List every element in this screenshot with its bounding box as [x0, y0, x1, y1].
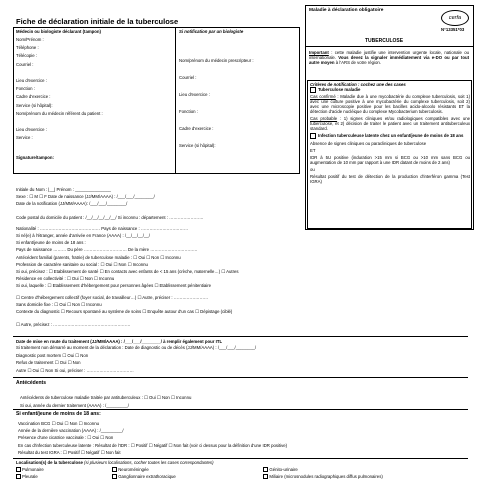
- declarant-divider: [175, 27, 176, 174]
- important-lead: Important: [309, 50, 329, 55]
- diag-line[interactable]: Diagnostic post mortem ☐ Oui ☐ Non: [16, 352, 89, 358]
- signature-label: Signature/tampon:: [16, 155, 54, 160]
- pulmonaire-option[interactable]: [16, 467, 111, 472]
- ganglionnaire-option[interactable]: [112, 474, 262, 479]
- bio-fonction-field[interactable]: Fonction :: [179, 109, 198, 114]
- cadre-exercice-field[interactable]: Cadre d'exercice :: [16, 94, 51, 100]
- miliaire-option[interactable]: [263, 474, 382, 479]
- bio-lieu-exercice-field[interactable]: Lieu d'exercice :: [179, 92, 210, 97]
- infection-latente-option[interactable]: [310, 133, 470, 139]
- patient-line[interactable]: Si oui, laquelle : ☐ Etablissement d'hébergement pour personnes âgées ☐ Etablissement pénitentiaire: [16, 283, 212, 289]
- genito-urinaire-label: Génito-urinaire: [269, 467, 298, 472]
- notification-divider: [305, 46, 474, 47]
- courriel-field[interactable]: Courriel :: [16, 61, 34, 67]
- patient-line[interactable]: Si né(e) à l'étranger, année d'arrivée en France (AAAA) : /__/__/__/__/: [16, 233, 150, 239]
- patient-line[interactable]: Profession de caractère sanitaire ou social : ☐ Oui ☐ Non ☐ Inconnu: [16, 261, 148, 267]
- pleurale-checkbox[interactable]: [16, 474, 21, 479]
- cerfa-logo: cerfa: [441, 10, 469, 26]
- prescripteur-field[interactable]: Nom/prénom du médecin prescripteur :: [179, 58, 254, 63]
- enfant-section: [18, 420, 287, 456]
- cerfa-number: N°13351*03: [441, 27, 465, 32]
- section-divider: [13, 458, 468, 459]
- diag-line[interactable]: Autre ☐ Oui ☐ Non Si oui, préciser : ……………………………: [16, 367, 134, 373]
- patient-section: [16, 186, 239, 328]
- neuromeningee-option[interactable]: [112, 467, 262, 472]
- criteres-heading: Critères de notification : cochez une des cases: [310, 82, 406, 87]
- miliaire-label: Miliaire (microsnodules radiographiques diffus pulmonaires): [269, 474, 383, 479]
- localisation-row: [16, 467, 298, 472]
- patient-line[interactable]: Antécédent familial (parents, fratrie) de tuberculose maladie : ☐ Oui ☐ Non ☐ Inconnu: [16, 254, 181, 260]
- tuberculose-maladie-label: Tuberculose maladie: [318, 87, 361, 93]
- patient-line[interactable]: Code postal du domicile du patient : /__/__/__/__/__/ Si inconnu : département : ……………………: [16, 214, 204, 220]
- patient-line[interactable]: Contexte du diagnostic ☐ Recours spontané au système de soins ☐ Enquête autour d'un cas ☐ Dépistage (ciblé): [16, 309, 233, 315]
- miliaire-checkbox[interactable]: [263, 474, 268, 479]
- important-notice: [309, 50, 469, 65]
- patient-line[interactable]: Nationalité : …………………………………… Pays de naissance : ……………………………: [16, 225, 189, 231]
- infection-latente-checkbox[interactable]: [310, 133, 316, 139]
- genito-urinaire-checkbox[interactable]: [263, 467, 268, 472]
- igra-criterion: Résultat positif du test de détection de la production d'interféron gamma (Test IGRA): [310, 174, 470, 184]
- infection-latente-label: Infection tuberculeuse latente chez un enfant/jeune de moins de 18 ans: [318, 133, 464, 139]
- localisation-header: [16, 460, 214, 465]
- maladie-header: Maladie à déclaration obligatoire: [309, 8, 384, 13]
- patient-line[interactable]: Si oui, précisez : ☐ Etablissement de santé ☐ En contacts avec enfants de < 15 ans (crèche, maternelle…) ☐ Autres: [16, 269, 239, 275]
- patient-line[interactable]: Sans domicile fixe : ☐ Oui ☐ Non ☐ Inconnu: [16, 301, 102, 307]
- referent-service-field[interactable]: Service :: [16, 135, 33, 141]
- enfant-line[interactable]: Résultat du test IGRA : ☐ Positif ☐ Négatif ☐ Non fait: [18, 449, 121, 455]
- cas-confirme-text: : Maladie due à une mycobactérie du complexe tuberculosis, soit 1) avec une culture positive à une mycobactérie du complexe tuberculosis, soit 2) avec une microscopie positive pour les bacilles acido-alcoolo résistants ET la détection d'acide nucléique du complexe Mycobacterium tuberculosis.: [310, 94, 471, 114]
- diag-line[interactable]: Si traitement non démarré au moment de la déclaration : Date de diagnostic ou de décès (JJ/MM/AAAA) : /___/___/________/: [16, 345, 257, 350]
- antecedents-line[interactable]: Si oui, année du dernier traitement (AAAA) : /_________/: [20, 402, 129, 408]
- medecin-fields: [16, 36, 103, 143]
- cas-confirme-label: Cas confirmé: [310, 94, 336, 99]
- fonction-field[interactable]: Fonction :: [16, 86, 35, 92]
- important-text1: : cette maladie justifie une intervention urgente locale, nationale ou internationale.: [309, 50, 469, 60]
- service-field[interactable]: Service (si hôpital):: [16, 102, 53, 108]
- diag-line[interactable]: Refus de traitement ☐ Oui ☐ Non: [16, 360, 81, 366]
- cas-probable-text: : 1) signes cliniques et/ou radiologiques compatibles avec une tuberculose, et 2) décision de traiter le patient avec un traitement antituberculeux standard.: [310, 116, 470, 131]
- cas-confirme: [310, 94, 470, 114]
- pulmonaire-label: Pulmonaire: [22, 467, 44, 472]
- patient-line[interactable]: Sexe : ☐ M ☐ F Date de naissance (JJ/MM/AAAA) : /___/___/________/: [16, 194, 155, 200]
- page-title: Fiche de déclaration initiale de la tuberculose: [16, 17, 179, 26]
- enfant-line[interactable]: Présence d'une cicatrice vaccinale : ☐ Oui ☐ Non: [18, 435, 114, 441]
- tuberculose-maladie-checkbox[interactable]: [310, 87, 316, 93]
- lieu-exercice-field[interactable]: Lieu d'exercice :: [16, 78, 47, 84]
- neuromeningee-label: Neuroméningée: [118, 467, 149, 472]
- referent-lieu-exercice-field[interactable]: Lieu d'exercice :: [16, 127, 47, 133]
- medecin-heading: Médecin ou biologiste déclarant (tampon): [16, 29, 101, 34]
- genito-urinaire-option[interactable]: [263, 467, 297, 472]
- biologiste-heading: Si notification par un biologiste: [179, 29, 244, 34]
- bio-service-field[interactable]: Service (si hôpital):: [179, 143, 216, 148]
- section-divider: [13, 409, 468, 410]
- patient-line: Si enfant/jeune de moins de 18 ans :: [16, 240, 86, 246]
- bio-courriel-field[interactable]: Courriel :: [179, 75, 197, 80]
- localisation-note: (si plusieurs localisations, cocher toutes les cases correspondantes): [82, 460, 214, 465]
- medecin-referent-field[interactable]: Nom/prénom du médecin référent du patient :: [16, 110, 103, 116]
- important-bold: Vous devez la signaler immédiatement via e-DO ou par tout autre moyen: [309, 55, 469, 65]
- absence-signes: Absence de signes cliniques ou paracliniques de tuberculose: [310, 141, 427, 146]
- antecedents-line[interactable]: Antécédents de tuberculose maladie traitée par antituberculeux : ☐ Oui ☐ Non ☐ Inconnu: [20, 395, 192, 400]
- patient-line[interactable]: Résidence en collectivité : ☐ Oui ☐ Non ☐ Inconnu: [16, 276, 115, 282]
- patient-line[interactable]: Initiale du Nom : |__| Prénom : _______________: [16, 187, 111, 192]
- ganglionnaire-checkbox[interactable]: [112, 474, 117, 479]
- antecedents-section: [20, 394, 191, 409]
- et-label: ET: [310, 148, 316, 153]
- spacer: [16, 118, 103, 126]
- nom-prenom-field[interactable]: Nom/Prénom :: [16, 37, 44, 42]
- cas-probable: [310, 116, 470, 131]
- neuromeningee-checkbox[interactable]: [112, 467, 117, 472]
- tuberculose-maladie-option[interactable]: [310, 87, 470, 93]
- section-divider: [13, 377, 468, 378]
- spacer: [16, 69, 103, 77]
- section-divider: [13, 336, 468, 337]
- idr-criterion: IDR à 5U positive (induration >15 mm si BCG ou >10 mm sans BCG ou augmentation de 10 mm par rapport à une IDR datant de moins de 2 ans): [310, 155, 470, 165]
- patient-line[interactable]: ☐ Autre, précisez : ………………………………………………: [16, 322, 131, 328]
- bio-cadre-exercice-field[interactable]: Cadre d'exercice :: [179, 126, 214, 131]
- enfant-line[interactable]: Vaccination BCG ☐ Oui ☐ Non ☐ Inconnu: [18, 421, 99, 426]
- enfant-heading: Si enfant/jeune de moins de 18 ans:: [16, 411, 101, 417]
- telephone-field[interactable]: Téléphone :: [16, 45, 39, 51]
- ganglionnaire-label: Ganglionnaire extrathoracique: [118, 474, 176, 479]
- ou-label: ou: [310, 167, 315, 172]
- biologiste-fields: [179, 52, 254, 154]
- patient-line[interactable]: Date de la notification (JJ/MM/AAAA): /___/___/________/: [16, 201, 128, 207]
- enfant-line[interactable]: En cas d'infection tuberculeuse latente : Résultat de l'IDR : ☐ Positif ☐ Négatif ☐ Non fait (voir ci dessus pour la définition d'une IDR positive): [18, 442, 288, 448]
- important-text2: à l'ARS de votre région.: [334, 60, 382, 65]
- criteres-content: [310, 82, 470, 184]
- tuberculose-label: TUBERCULOSE: [365, 38, 404, 44]
- enfant-line[interactable]: Année de la dernière vaccination (AAAA) : /_________/: [18, 428, 124, 434]
- pleurale-label: Pleurale: [22, 474, 38, 479]
- diag-line[interactable]: Date de mise en route du traitement (JJ/MM/AAAA) : /___/___/________/ à remplir également pour ITL: [16, 339, 223, 344]
- diagnostic-section: [16, 339, 256, 374]
- antecedents-heading: Antécédents: [16, 380, 47, 386]
- pulmonaire-checkbox[interactable]: [16, 467, 21, 472]
- localisation-heading: Localisation(s) de la tuberculose: [16, 460, 83, 465]
- localisation-row: [16, 474, 383, 479]
- patient-line[interactable]: Pays de naissance ……… Du père ………………………… De la mère ……………………………: [16, 247, 198, 253]
- pleurale-option[interactable]: [16, 474, 111, 479]
- patient-line[interactable]: ☐ Centre d'hébergement collectif (foyer social, de travailleur…) ☐ Autre, préciser : ……………………: [16, 294, 209, 300]
- telecopie-field[interactable]: Télécopie :: [16, 53, 38, 59]
- cas-probable-label: Cas probable: [310, 116, 338, 121]
